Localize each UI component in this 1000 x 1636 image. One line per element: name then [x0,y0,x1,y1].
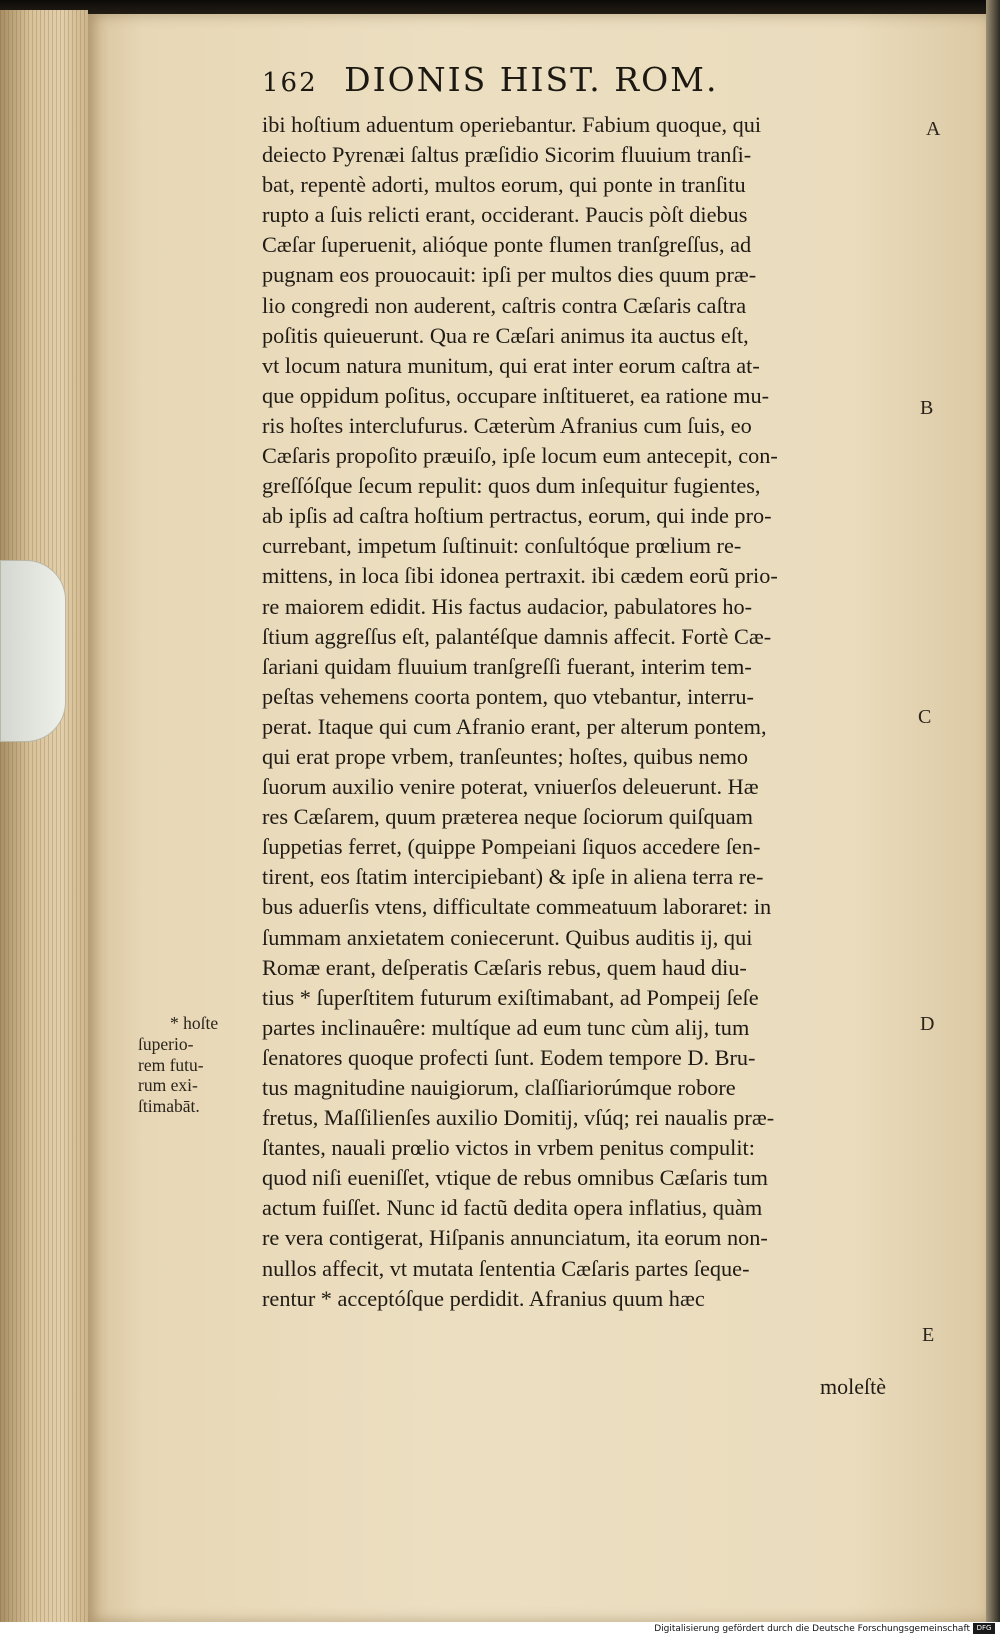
text-line: ſuppetias ferret, (quippe Pompeiani ſiquos accedere ſen- [262,834,761,860]
text-line: poſitis quieuerunt. Qua re Cæſari animus ita auctus eſt, [262,322,749,348]
text-line: ſuorum auxilio venire poterat, vniuerſos deleuerunt. Hæ [262,774,759,800]
text-line: tirent, eos ſtatim intercipiebant) & ipſe in aliena terra re- [262,864,764,890]
marginal-note-line: * hoſte [170,1013,219,1033]
text-line: Cæſaris propoſito præuiſo, ipſe locum eum antecepit, con- [262,443,778,469]
marginal-note [138,1013,250,1117]
text-line: mittens, in loca ſibi idonea pertraxit. ibi cædem eorũ prio- [262,563,778,589]
text-line: rupto a ſuis relicti erant, occiderant. Paucis pòſt diebus [262,202,748,228]
margin-letter-d: D [920,1013,935,1035]
text-line: pugnam eos prouocauit: ipſi per multos dies quum præ- [262,262,757,288]
text-line: qui erat prope vrbem, tranſeuntes; hoſtes, quibus nemo [262,743,749,769]
text-line: vt locum natura munitum, qui erat inter eorum caſtra at- [262,352,760,378]
text-line: lio congredi non auderent, caſtris contra Cæſaris caſtra [262,292,747,318]
text-line: ſtantes, nauali prœlio victos in vrbem penitus compulit: [262,1135,755,1161]
scan-top-edge [0,0,1000,14]
margin-letter-e: E [922,1324,935,1346]
marginal-note-line: rem futu- [138,1054,204,1075]
text-line: ris hoſtes interclufurus. Cæterùm Afranius cum ſuis, eo [262,412,752,438]
text-line: fretus, Maſſilienſes auxilio Domitij, vſúq; rei naualis præ- [262,1105,775,1131]
page-number: 162 [262,68,318,98]
text-line: rentur * acceptóſque perdidit. Afranius quum hæc [262,1285,705,1311]
text-line: bat, repentè adorti, multos eorum, qui ponte in tranſitu [262,172,746,198]
text-line: partes inclinauêre: multíque ad eum tunc cùm alij, tum [262,1014,750,1040]
text-line: tius * ſuperſtitem futurum exiſtimabant, ad Pompeij ſeſe [262,984,759,1010]
text-line: Cæſar ſuperuenit, alióque ponte flumen tranſgreſſus, ad [262,232,752,258]
text-line: greſſóſque ſecum repulit: quos dum inſequitur fugientes, [262,473,761,499]
text-line: tus magnitudine nauigiorum, claſſiariorúmque robore [262,1075,736,1100]
running-header [262,60,822,106]
text-line: peſtas vehemens coorta pontem, quo vtebantur, interru- [262,683,754,709]
text-line: que oppidum poſitus, occupare inſtitueret, ea ratione mu- [262,382,770,408]
text-line: bus aduerſis vtens, difficultate commeatuum laboraret: in [262,894,772,920]
scan-right-edge [986,0,1000,1626]
text-line: ſenatores quoque profecti ſunt. Eodem tempore D. Bru- [262,1044,756,1070]
digitization-credit: Digitalisierung gefördert durch die Deutsche Forschungsgemeinschaft [654,1624,970,1634]
text-line: deiecto Pyrenæi ſaltus præſidio Sicorim fluuium tranſi- [262,142,752,168]
text-line: Romæ erant, deſperatis Cæſaris rebus, quem haud diu- [262,954,747,980]
catchword: moleſtè [820,1374,886,1399]
text-line: perat. Itaque qui cum Afranio erant, per alterum pontem, [262,713,767,739]
running-title: DIONIS HIST. ROM. [344,60,719,99]
text-line: ſtium aggreſſus eſt, palantéſque damnis affecit. Fortè Cæ- [262,623,772,649]
text-line: res Cæſarem, quum præterea neque ſociorum quiſquam [262,804,754,830]
marginal-note-line: ſtimabāt. [138,1096,200,1117]
text-line: ſariani quidam fluuium tranſgreſſi fuerant, interim tem- [262,653,752,679]
book-page-edges [0,10,88,1625]
marginal-note-line: rum exi- [138,1075,198,1096]
text-line: quod niſi eueniſſet, vtique de rebus omnibus Cæſaris tum [262,1165,768,1191]
text-line: ſummam anxietatem coniecerunt. Quibus auditis ij, qui [262,924,753,950]
margin-letter-a: A [926,118,941,140]
text-line: ibi hoſtium aduentum operiebantur. Fabium quoque, qui [262,112,762,137]
bookmark-strip [0,560,66,742]
text-line: re maiorem edidit. His factus audacior, pabulatores ho- [262,593,753,619]
text-line: ab ipſis ad caſtra hoſtium pertractus, eorum, qui inde pro- [262,503,772,529]
dfg-logo-icon: DFG [973,1623,995,1634]
text-line: nullos affecit, vt mutata ſententia Cæſaris partes ſeque- [262,1255,750,1281]
text-line: re vera contigerat, Hiſpanis annunciatum, ita eorum non- [262,1225,768,1251]
margin-letter-b: B [920,397,934,419]
marginal-note-line: ſuperio- [138,1033,194,1054]
text-line: currebant, impetum ſuſtinuit: conſultóque prœlium re- [262,533,742,559]
body-text [262,110,922,1314]
margin-letter-c: C [918,706,932,728]
text-line: actum fuiſſet. Nunc id factũ dedita opera inflatius, quàm [262,1195,763,1221]
